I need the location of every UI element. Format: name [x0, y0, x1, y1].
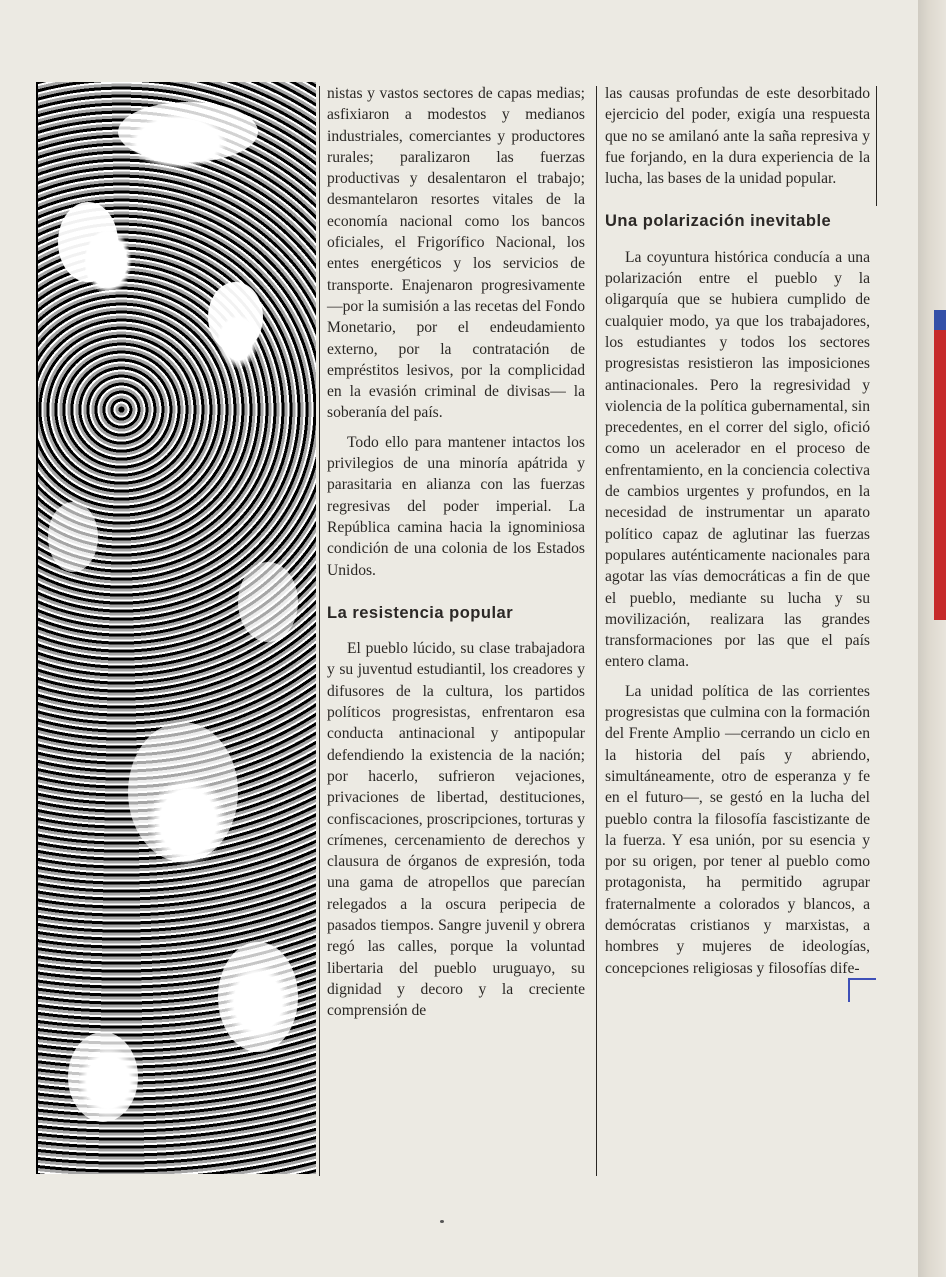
column-rule [319, 86, 320, 1176]
crowd-photo [36, 82, 316, 1174]
section-heading: La resistencia popular [327, 603, 514, 622]
scan-speck [440, 1220, 444, 1223]
tab-edge-blue [934, 310, 946, 332]
paragraph: Todo ello para mantener intactos los privilegios de una minoría apátrida y parasitaria en alianza con las fuerzas regresivas del poder imperial. La República camina hacia la ignominiosa condición de una colonia de los Estados Unidos. [327, 433, 585, 579]
paragraph: nistas y vastos sectores de capas medias; asfixiaron a modestos y medianos industriales, comerciantes y productores rurales; paralizaron las fuerzas productivas y desalentaron el trabajo; desmantelaron resortes vitales de la economía nacional como los bancos oficiales, el Frigorífico Nacional, los entes energéticos y los servicios de transporte. Enajenaron progresivamente —por la sumisión a las recetas del Fondo Monetario, por el endeudamiento externo, por la contratación de empréstitos lesivos, por la complicidad en la evasión criminal de divisas— la soberanía del país. [327, 85, 585, 422]
text-column-1 [327, 83, 585, 1021]
paragraph: El pueblo lúcido, su clase trabajadora y su juventud estudiantil, los creadores y difusores de la cultura, los partidos políticos progresistas, enfrentaron esa conducta antinacional y antipopular defendiendo la existencia de la nación; por hacerlo, sufrieron vejaciones, privaciones de libertad, destituciones, confiscaciones, proscripciones, torturas y crímenes, cercenamiento de derechos y clausura de órganos de expresión, toda una gama de atropellos que parecían relegados a la oscura peripecia de pasados tiempos. Sangre juvenil y obrera regó las calles, porque la voluntad libertaria del pueblo uruguayo, su dignidad y decoro y la creciente comprensión de [327, 640, 585, 1020]
page-edge [918, 0, 946, 1277]
paragraph: las causas profundas de este desorbitado ejercicio del poder, exigía una respuesta que no se amilanó ante la saña represiva y fue forjando, en la dura experiencia de la lucha, las bases de la unidad popular. [605, 85, 870, 188]
tab-edge-red [934, 330, 946, 620]
section-heading: Una polarización inevitable [605, 212, 832, 231]
text-column-2 [605, 83, 870, 979]
paragraph: La coyuntura histórica conducía a una polarización entre el pueblo y la oligarquía que se hubiera cumplido de cualquier modo, ya que los trabajadores, los estudiantes y todos los sectores progresistas resistieron las imposiciones antinacionales. Pero la regresividad y violencia de la política gubernamental, sin precedentes, en el correr del siglo, ofició como un acelerador en el proceso de enfrentamiento, en la conciencia colectiva de cambios urgentes y profundos, en la necesidad de instrumentar un aparato político capaz de aglutinar las fuerzas populares auténticamente nacionales para agotar las vías democráticas a fin de que el pueblo, mediante su lucha y su movilización, realizara las grandes transformaciones por las que el país entero clama. [605, 248, 870, 671]
pen-mark [848, 978, 876, 1002]
column-rule [876, 86, 877, 206]
column-rule [596, 86, 597, 1176]
paragraph: La unidad política de las corrientes progresistas que culmina con la formación del Frente Amplio —cerrando un ciclo en la historia del país y abriendo, simultáneamente, otro de esperanza y fe en el futuro—, se gestó en la lucha del pueblo contra la filosofía fascistizante de la fuerza. Y esa unión, por su esencia y por su origen, por tener al pueblo como protagonista, ha permitido agrupar fraternalmente a colorados y blancos, a demócratas cristianos y marxistas, a hombres y mujeres de ideologías, concepciones religiosas y filosofías dife- [605, 682, 870, 977]
